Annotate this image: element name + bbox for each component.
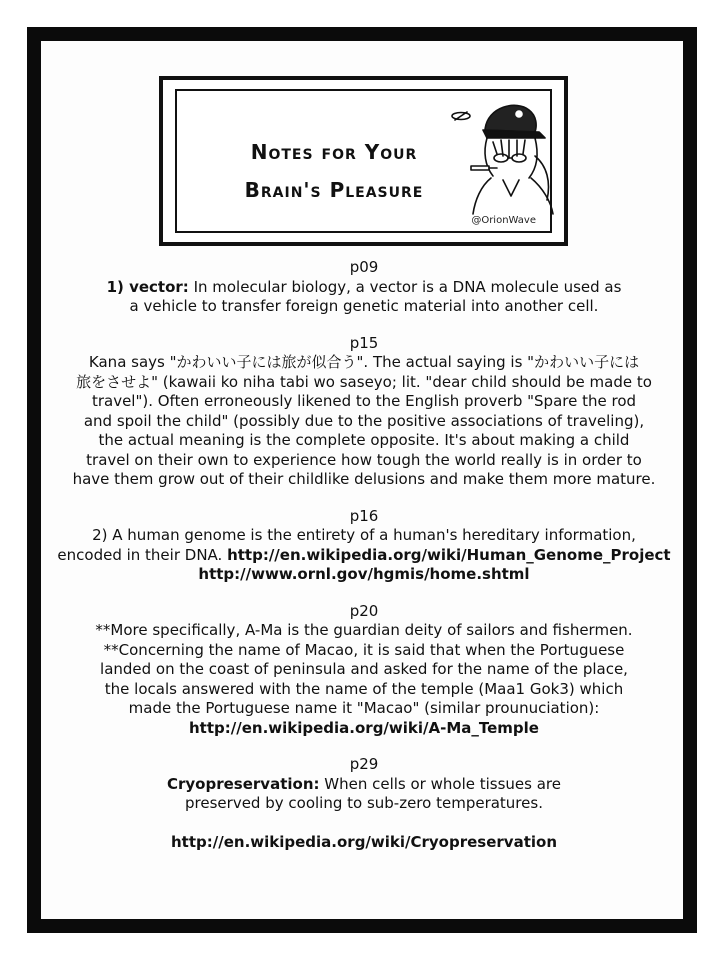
note-line: and spoil the child" (possibly due to the positive associations of traveling), bbox=[83, 411, 645, 430]
page-ref: p20 bbox=[349, 601, 379, 620]
link-human-genome-project[interactable]: http://en.wikipedia.org/wiki/Human_Genome_Project bbox=[227, 545, 671, 564]
note-line: the actual meaning is the complete opposite. It's about making a child bbox=[98, 431, 630, 449]
note-line: 2) A human genome is the entirety of a human's hereditary information, bbox=[92, 526, 636, 544]
note-p16 bbox=[50, 507, 678, 585]
page-ref: p16 bbox=[349, 506, 379, 525]
note-line: **Concerning the name of Macao, it is said that when the Portuguese bbox=[103, 640, 625, 659]
note-p29 bbox=[50, 755, 678, 852]
term: Cryopreservation: bbox=[167, 774, 320, 793]
note-line bbox=[50, 278, 678, 298]
note-line: Kana says "かわいい子には旅が似合う". The actual saying is "かわいい子には bbox=[88, 353, 640, 371]
header-box bbox=[159, 76, 568, 246]
header-inner-border bbox=[175, 89, 552, 233]
page-title bbox=[214, 133, 454, 209]
spacer bbox=[50, 814, 678, 833]
note-text: encoded in their DNA. bbox=[57, 545, 228, 564]
artist-credit: @OrionWave bbox=[471, 215, 536, 226]
definition-text: When cells or whole tissues are bbox=[319, 774, 561, 793]
note-line: preserved by cooling to sub-zero temperatures. bbox=[185, 794, 543, 812]
note-line: the locals answered with the name of the temple (Maa1 Gok3) which bbox=[104, 679, 624, 698]
link-cryopreservation[interactable]: http://en.wikipedia.org/wiki/Cryopreservation bbox=[171, 832, 557, 851]
definition-text: In molecular biology, a vector is a DNA molecule used as bbox=[188, 277, 622, 296]
notes-content bbox=[50, 258, 678, 869]
note-p15 bbox=[50, 334, 678, 490]
title-line-2: Brain's Pleasure bbox=[244, 178, 424, 202]
link-a-ma-temple[interactable]: http://en.wikipedia.org/wiki/A-Ma_Temple bbox=[189, 718, 539, 737]
note-line: made the Portuguese name it "Macao" (similar prounuciation): bbox=[128, 699, 600, 717]
note-line: a vehicle to transfer foreign genetic material into another cell. bbox=[129, 297, 599, 315]
page-ref: p09 bbox=[349, 258, 379, 276]
note-line: landed on the coast of peninsula and asked for the name of the place, bbox=[100, 660, 628, 678]
page-ref: p15 bbox=[349, 333, 379, 352]
page-ref: p29 bbox=[349, 755, 379, 773]
link-ornl-hgmis[interactable]: http://www.ornl.gov/hgmis/home.shtml bbox=[198, 565, 530, 583]
note-line: **More specifically, A-Ma is the guardian deity of sailors and fishermen. bbox=[95, 621, 633, 639]
title-line-1: Notes for Your bbox=[250, 140, 418, 164]
note-line bbox=[50, 775, 678, 795]
note-p20 bbox=[50, 602, 678, 739]
artist-sketch-icon bbox=[447, 96, 557, 216]
note-line bbox=[50, 546, 678, 566]
term: 1) vector: bbox=[106, 277, 189, 296]
note-line: travel on their own to experience how tough the world really is in order to bbox=[86, 450, 642, 469]
note-line: 旅をさせよ" (kawaii ko niha tabi wo saseyo; lit. "dear child should be made to bbox=[76, 372, 652, 391]
note-p09 bbox=[50, 258, 678, 317]
note-line: have them grow out of their childlike delusions and make them more mature. bbox=[72, 470, 656, 488]
note-line: travel"). Often erroneously likened to the English proverb "Spare the rod bbox=[91, 392, 637, 410]
